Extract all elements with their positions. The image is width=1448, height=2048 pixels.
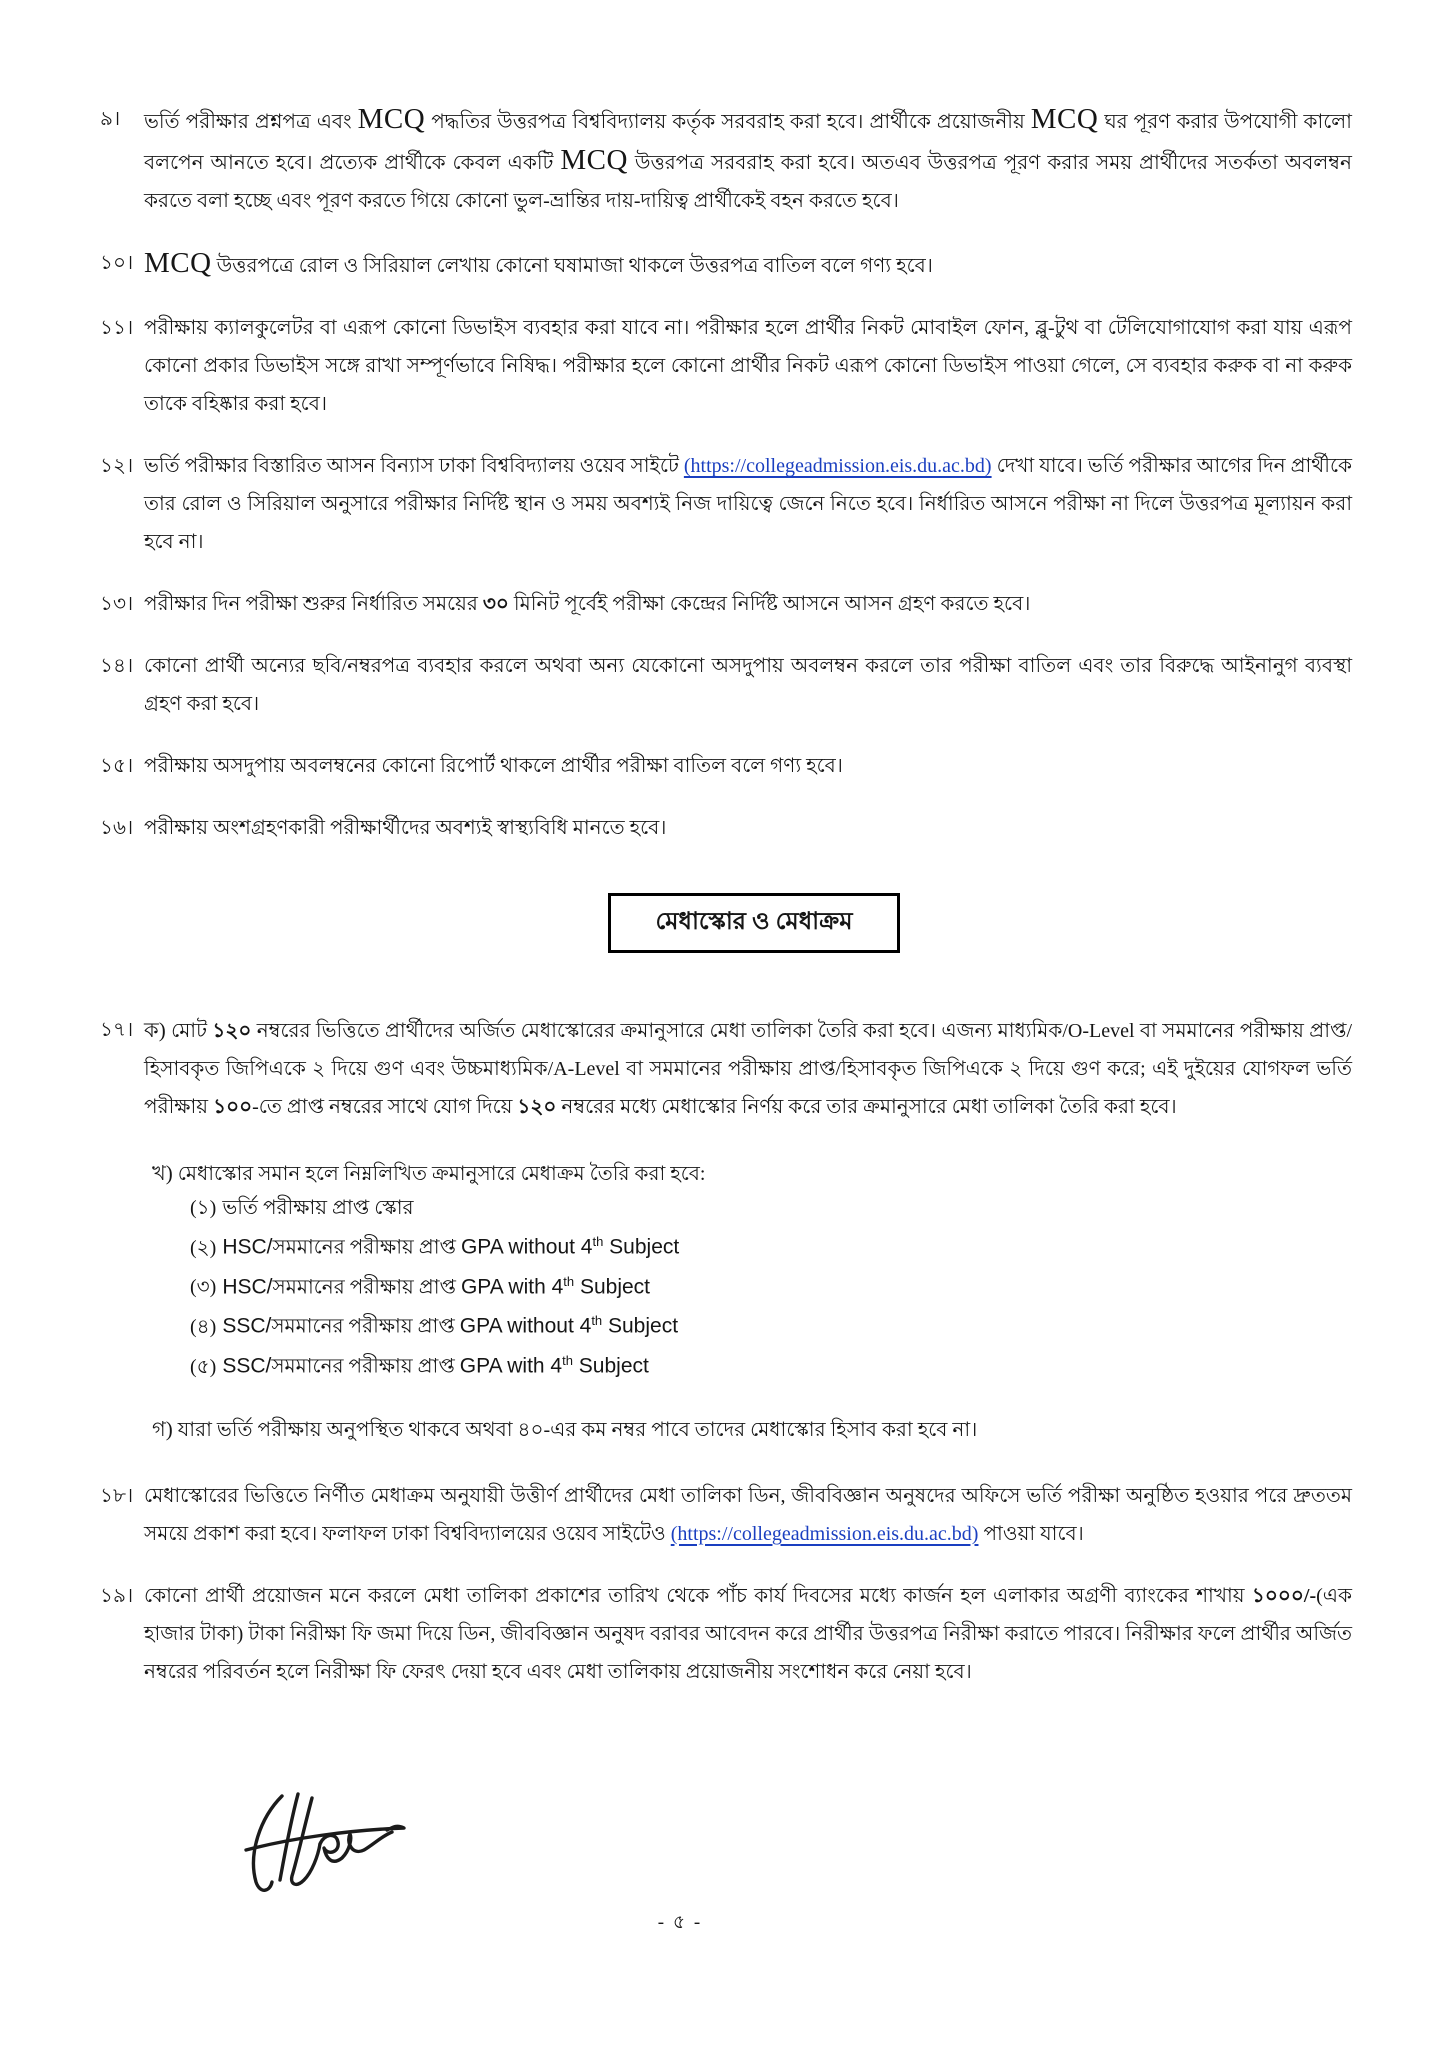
item-number: ১০। [100,252,134,274]
item-text [144,309,1352,423]
item-text [144,1477,1352,1553]
numbered-item-13 [100,585,1352,623]
text-segment: সমমানের পরীক্ষায় প্রাপ্ত [271,1315,460,1338]
text-segment: th [592,1234,604,1249]
text-segment: GPA without 4 [459,1314,592,1338]
numbered-item-15 [100,747,1352,785]
page-number: - ৫ - [657,1912,703,1933]
sub-item-label-ka: ক) [144,1018,166,1042]
inline-url-link[interactable]: (https://collegeadmission.eis.du.ac.bd) [683,455,992,477]
kha-entry [190,1225,1352,1265]
kha-intro-line [152,1156,1352,1191]
text-segment: MCQ [144,247,212,279]
text-segment: ঘর পূরণ করার উপযোগী কালো বলপেন আনতে হবে। প্রত্যেক প্রার্থীকে কেবল একটি [144,111,1352,174]
numbered-item-14 [100,647,1352,723]
text-segment: যারা ভর্তি পরীক্ষায় অনুপস্থিত থাকবে অথবা ৪০-এর কম নম্বর পাবে তাদের মেধাস্কোর হিসাব করা হবে না। [177,1418,978,1441]
kha-entry [190,1265,1352,1305]
item-number: ১১। [100,317,134,339]
sub-item-label-ga: গ) [152,1416,173,1441]
text-segment: GPA with 4 [460,1275,564,1299]
sub-item-label-kha: খ) [152,1161,173,1185]
text-segment: HSC/ [222,1235,273,1259]
text-segment: HSC/ [222,1275,273,1299]
text-segment: th [563,1273,575,1289]
text-segment: কোনো প্রার্থী প্রয়োজন মনে করলে মেধা তালিকা প্রকাশের তারিখ থেকে পাঁচ কার্য দিবসের মধ্যে কার্জন হল এলাকার অগ্রণী ব্যাংকের শাখায় [144,1584,1252,1607]
item-number: ১৮। [100,1484,134,1507]
text-segment: ১২০ [517,1096,557,1118]
item-number: ১৭। [100,1019,134,1041]
text-segment: ভর্তি পরীক্ষার প্রশ্নপত্র এবং [144,111,358,133]
text-segment: মিনিট পূর্বেই পরীক্ষা কেন্দ্রের নির্দিষ্ট আসনে আসন গ্রহণ করতে হবে। [508,593,1031,615]
item-number: ১২। [100,455,134,477]
sub-item-kha [152,1156,1352,1384]
kha-entries [190,1191,1352,1384]
kha-entry [190,1304,1352,1344]
item-number: ১৩। [100,593,134,615]
text-segment: ভর্তি পরীক্ষায় প্রাপ্ত স্কোর [222,1197,414,1219]
sub-item-ga [152,1410,1352,1449]
text-segment: GPA with 4 [459,1354,563,1378]
item-text [144,1011,1352,1126]
merit-heading-title: মেধাস্কোর ও মেধাক্রম [655,909,853,935]
sub-item-ga-text [178,1419,978,1441]
item-number: ১৬। [100,817,134,839]
numbered-item-10 [100,244,1352,285]
item-number: ১৫। [100,755,134,777]
text-segment: A-Level [553,1058,620,1080]
text-segment: উত্তরপত্রে রোল ও সিরিয়াল লেখায় কোনো ঘষামাজা থাকলে উত্তরপত্র বাতিল বলে গণ্য হবে। [211,255,933,277]
numbered-item-11 [100,309,1352,423]
numbered-item-12 [100,447,1352,561]
text-segment: MCQ [560,144,628,176]
sub-item-ka-text [144,1020,1352,1118]
text-segment: উত্তরপত্র সরবরাহ করা হবে। অতএব উত্তরপত্র পূরণ করার সময় প্রার্থীদের সতর্কতা অবলম্বন করতে বলা হচ্ছে এবং পূরণ করতে গিয়ে কোনো ভুল-ভ্রান্তির দায়-দায়িত্ব প্রার্থীকেই বহন করতে হবে। [144,152,1352,212]
text-segment: পরীক্ষায় অংশগ্রহণকারী পরীক্ষার্থীদের অবশ্যই স্বাস্থ্যবিধি মানতে হবে। [144,817,667,839]
merit-heading-box [608,893,899,953]
text-segment: বা সমমানের পরীক্ষায় প্রাপ্ত/হিসাবকৃত জিপিএকে ২ দিয়ে গুণ এবং উচ্চমাধ্যমিক/ [144,1020,1353,1080]
text-segment: ১০০০/- [1251,1584,1317,1607]
item-text [144,1577,1352,1691]
text-segment: দেখা যাবে। ভর্তি পরীক্ষার আগের দিন প্রার্থীকে তার রোল ও সিরিয়াল অনুসারে পরীক্ষার নির্দিষ্ট স্থান ও সময় অবশ্যই নিজ দায়িত্বে জেনে নিতে হবে। নির্ধারিত আসনে পরীক্ষা না দিলে উত্তরপত্র মূল্যায়ন করা হবে না। [144,455,1352,553]
item-text [144,585,1352,623]
text-segment: -তে প্রাপ্ত নম্বরের সাথে যোগ দিয়ে [252,1096,518,1118]
text-segment: পরীক্ষার দিন পরীক্ষা শুরুর নির্ধারিত সময়ের [144,593,483,615]
text-segment: ১০০ [213,1096,253,1118]
text-segment: সমমানের পরীক্ষায় প্রাপ্ত [271,1355,460,1378]
text-segment: MCQ [357,103,426,135]
entry-label: (৪) [190,1315,217,1338]
item-text [144,647,1352,723]
item-text [144,244,1352,285]
text-segment: (এক হাজার টাকা) টাকা নিরীক্ষা ফি জমা দিয়ে ডিন, জীববিজ্ঞান অনুষদ বরাবর আবেদন করে প্রার্থীর উত্তরপত্র নিরীক্ষা করাতে পারবে। নিরীক্ষার ফলে প্রার্থীর অর্জিত নম্বরের পরিবর্তন হলে নিরীক্ষা ফি ফেরৎ দেয়া হবে এবং মেধা তালিকায় প্রয়োজনীয় সংশোধন করে নেয়া হবে। [144,1584,1352,1683]
numbered-item-16 [100,809,1352,847]
entry-label: (৫) [190,1355,217,1378]
signature [222,1786,412,1912]
text-segment: Subject [572,1354,649,1378]
text-segment: পদ্ধতির উত্তরপত্র বিশ্ববিদ্যালয় কর্তৃক সরবরাহ করা হবে। প্রার্থীকে প্রয়োজনীয় [425,111,1031,133]
text-segment: SSC/ [222,1354,272,1378]
text-segment: Subject [602,1314,679,1338]
item-number: ১৯। [100,1584,134,1607]
entry-label: (২) [190,1236,217,1259]
text-segment: নম্বরের ভিত্তিতে প্রার্থীদের অর্জিত মেধাস্কোরের ক্রমানুসারে মেধা তালিকা তৈরি করা হবে। এজন্য মাধ্যমিক/ [251,1020,1068,1042]
text-segment: O-Level [1067,1020,1135,1042]
text-segment: পাওয়া যাবে। [978,1522,1084,1545]
text-segment: কোনো প্রার্থী অন্যের ছবি/নম্বরপত্র ব্যবহার করলে অথবা অন্য যেকোনো অসদুপায় অবলম্বন করলে তার পরীক্ষা বাতিল এবং তার বিরুদ্ধে আইনানুগ ব্যবস্থা গ্রহণ করা হবে। [144,655,1352,715]
text-segment: ভর্তি পরীক্ষার বিস্তারিত আসন বিন্যাস ঢাকা বিশ্ববিদ্যালয় ওয়েব সাইটে [144,455,684,477]
numbered-item-19 [100,1577,1352,1691]
text-segment: সমমানের পরীক্ষায় প্রাপ্ত [272,1236,461,1259]
text-segment: Subject [603,1235,680,1259]
item-text [144,447,1352,561]
text-segment: সমমানের পরীক্ষায় প্রাপ্ত [272,1276,461,1299]
signature-scribble [222,1786,412,1906]
text-segment: মোট [171,1020,213,1042]
numbered-item-9 [100,100,1352,220]
text-segment: Subject [574,1275,651,1299]
kha-entry [190,1344,1352,1384]
text-segment: MCQ [1030,103,1099,135]
numbered-item-17 [100,1011,1352,1126]
text-segment: GPA without 4 [460,1235,593,1259]
text-segment: SSC/ [222,1314,272,1338]
text-segment: নম্বরের মধ্যে মেধাস্কোর নির্ণয় করে তার ক্রমানুসারে মেধা তালিকা তৈরি করা হবে। [556,1096,1177,1118]
kha-entry [190,1191,1352,1225]
numbered-item-18 [100,1477,1352,1553]
item-number: ৯। [100,108,121,130]
page-content [100,100,1352,1715]
item-text [144,747,1352,785]
text-segment: ৩০ [482,593,509,615]
text-segment: পরীক্ষায় ক্যালকুলেটর বা এরূপ কোনো ডিভাইস ব্যবহার করা যাবে না। পরীক্ষার হলে প্রার্থীর নিকট মোবাইল ফোন, ব্লু-টুথ বা টেলিযোগাযোগ করা যায় এরূপ কোনো প্রকার ডিভাইস সঙ্গে রাখা সম্পূর্ণভাবে নিষিদ্ধ। পরীক্ষার হলে কোনো প্রার্থীর নিকট এরূপ কোনো ডিভাইস পাওয়া গেলে, সে ব্যবহার করুক বা না করুক তাকে বহিষ্কার করা হবে। [144,317,1352,415]
kha-intro-text: মেধাস্কোর সমান হলে নিম্নলিখিত ক্রমানুসারে মেধাক্রম তৈরি করা হবে: [177,1163,706,1185]
inline-url-link[interactable]: (https://collegeadmission.eis.du.ac.bd) [670,1522,979,1545]
item-text [144,809,1352,847]
text-segment: বা সমমানের পরীক্ষায় প্রাপ্ত/হিসাবকৃত জিপিএকে ২ দিয়ে গুণ করে; এই দুইয়ের যোগফল ভর্তি পরীক্ষায় [144,1058,1352,1118]
text-segment: th [591,1313,603,1329]
item-text [144,100,1352,220]
item-number: ১৪। [100,655,134,677]
text-segment: ১২০ [212,1020,252,1042]
text-segment: পরীক্ষায় অসদুপায় অবলম্বনের কোনো রিপোর্ট থাকলে প্রার্থীর পরীক্ষা বাতিল বলে গণ্য হবে। [144,755,843,777]
entry-label: (১) [190,1197,217,1219]
text-segment: মেধাস্কোরের ভিত্তিতে নির্ণীত মেধাক্রম অনুযায়ী উত্তীর্ণ প্রার্থীদের মেধা তালিকা ডিন, জীববিজ্ঞান অনুষদের অফিসে ভর্তি পরীক্ষা অনুষ্ঠিত হওয়ার পরে দ্রুততম সময়ে প্রকাশ করা হবে। ফলাফল ঢাকা বিশ্ববিদ্যালয়ের ওয়েব সাইটেও [144,1484,1352,1545]
entry-label: (৩) [190,1276,217,1299]
text-segment: th [562,1352,573,1368]
